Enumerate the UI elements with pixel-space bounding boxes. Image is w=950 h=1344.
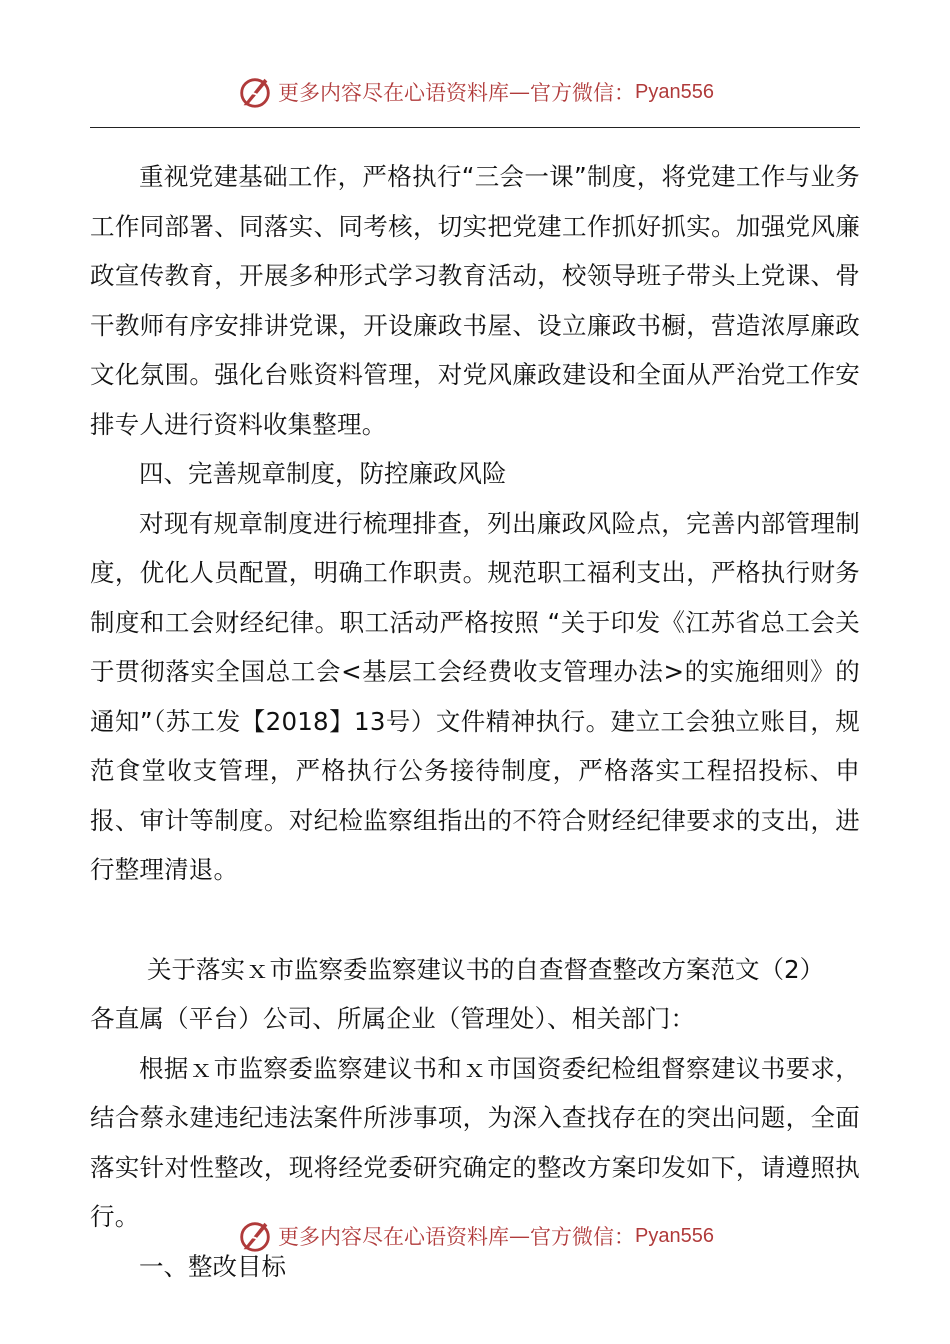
header-rule (90, 127, 860, 128)
banner-contact-label: 官方微信： (530, 81, 636, 105)
document-title: 关于落实ｘ市监察委监察建议书的自查督查整改方案范文（2） (147, 954, 825, 984)
header-banner (0, 70, 950, 114)
banner-contact-id: Pyan556 (635, 80, 714, 103)
banner-dash: — (509, 80, 531, 104)
quill-logo-icon (236, 73, 274, 111)
paragraph-party-building: 重视党建基础工作，严格执行“三会一课”制度，将党建工作与业务工作同部署、同落实、同考核，切实把党建工作抓好抓实。加强党风廉政宣传教育，开展多种形式学习教育活动，校领导班子带头上党课、骨干教师有序安排讲党课，开设廉政书屋、设立廉政书橱，营造浓厚廉政文化氛围。强化台账资料管理，对党风廉政建设和全面从严治党工作安排专人进行资料收集整理。 (90, 162, 860, 439)
footer-contact-label: 官方微信： (530, 1225, 636, 1249)
section-four-body: 对现有规章制度进行梳理排查，列出廉政风险点，完善内部管理制度，优化人员配置，明确工作职责。规范职工福利支出，严格执行财务制度和工会财经纪律。职工活动严格按照 “关于印发《江苏省总工会关于贯彻落实全国总工会<基层工会经费收支管理办法>的实施细则》的通知”（苏工发【2018】13号）文件精神执行。建立工会独立账目，规范食堂收支管理，严格执行公务接待制度，严格落实工程招投标、申报、审计等制度。对纪检监察组指出的不符合财经纪律要求的支出，进行整理清退。 (90, 508, 860, 884)
footer-dash: — (509, 1224, 531, 1248)
section-four-heading: 四、完善规章制度，防控廉政风险 (139, 459, 507, 488)
footer-main-text: 更多内容尽在心语资料库 (278, 1225, 510, 1249)
footer-banner (0, 1214, 950, 1258)
banner-main-text: 更多内容尽在心语资料库 (278, 81, 510, 105)
section-one-heading: 一、整改目标 (139, 1251, 286, 1281)
blank-line (90, 895, 860, 945)
intro-body: 根据ｘ市监察委监察建议书和ｘ市国资委纪检组督察建议书要求，结合蔡永建违纪违法案件所涉事项，为深入查找存在的突出问题，全面落实针对性整改，现将经党委研究确定的整改方案印发如下，请遵照执行。 (90, 1053, 860, 1231)
document-body (90, 152, 860, 1291)
footer-contact-id: Pyan556 (635, 1224, 714, 1247)
quill-logo-icon (236, 1217, 274, 1255)
addressee: 各直属（平台）公司、所属企业（管理处）、相关部门： (90, 1004, 696, 1033)
